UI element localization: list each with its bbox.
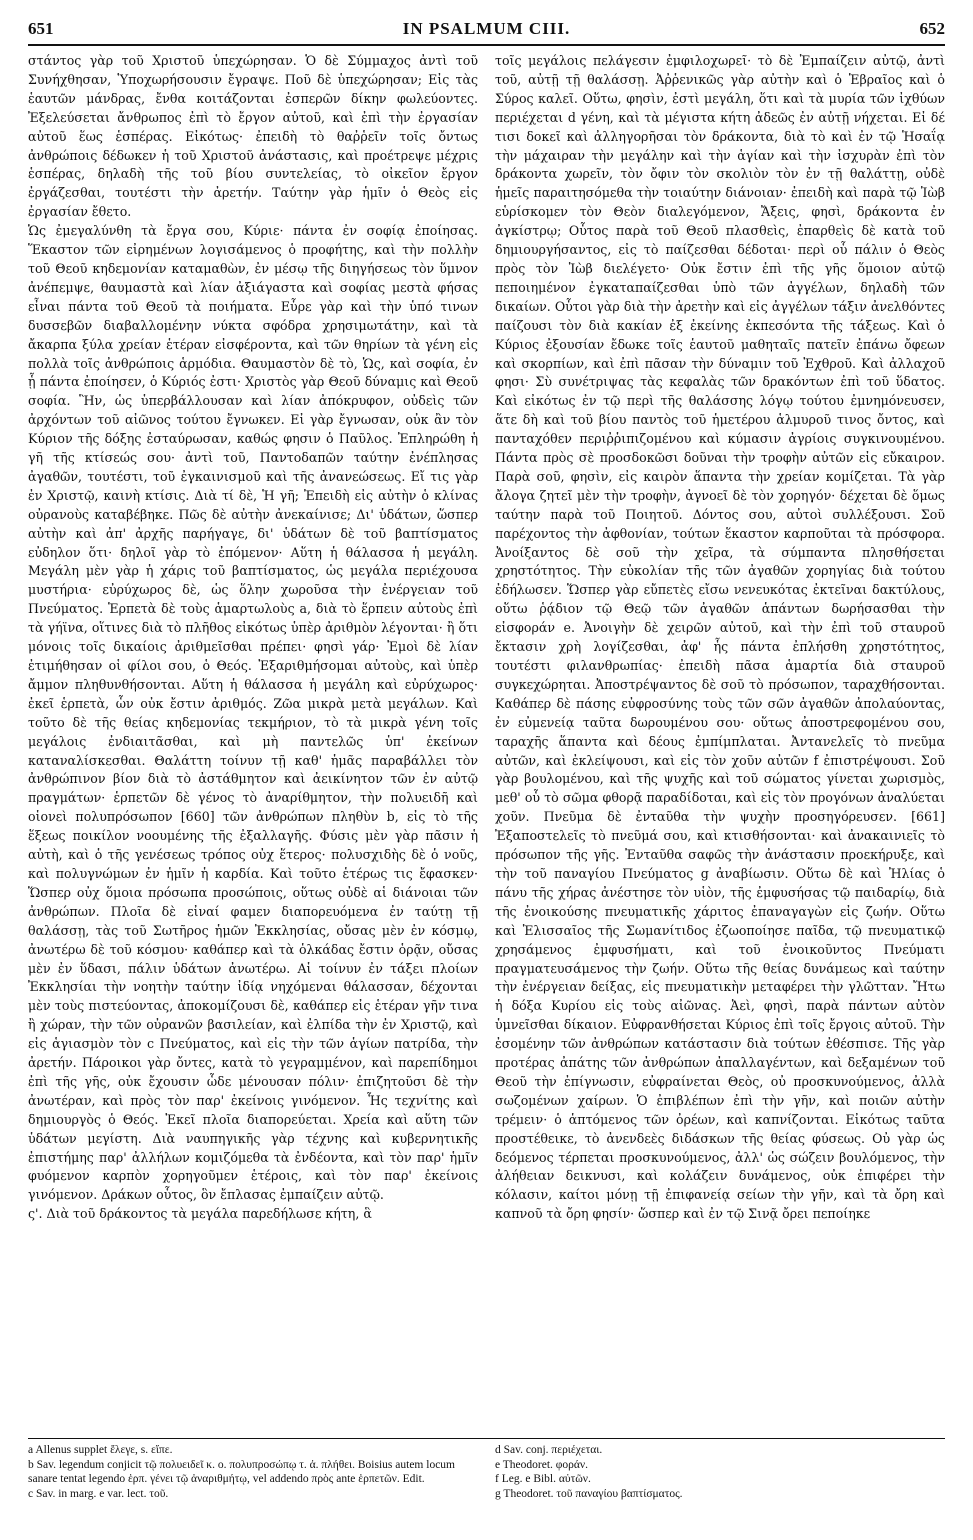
text-columns — [28, 52, 945, 1432]
footnotes-right — [495, 1443, 945, 1533]
footnote-d: d Sav. conj. περιέχεται. — [495, 1444, 603, 1456]
left-paragraph-2: Ὡς ἐμεγαλύνθη τὰ ἔργα σου, Κύριε· πάντα ἐν σοφίᾳ ἐποίησας. Ἕκαστον τῶν εἰρημένων λογισάμενος ὁ προφήτης, καὶ τὴν πολλὴν τοῦ Θεοῦ κηδεμονίαν καταμαθὼν, ἐν μέσῳ τῆς διηγήσεως τὸν ὕμνον ἀνέπεμψε, θαυμαστὰ καὶ λίαν ἀξιάγαστα καὶ σοφίας μεστὰ φήσας εἶναι πάντα τοῦ Θεοῦ τὰ ποιήματα. Εὗρε γὰρ καὶ τὴν ὑπό τινων δυσσεβῶν διαβαλλομένην νύκτα σφόδρα χρησιμωτάτην, καὶ τὰ ἄκαρπα ξύλα χρείαν ἑτέραν εἰσφέροντα, καὶ τῶν θηρίων τὰ γένη εἰς πολλὰ τοῖς ἀνθρώποις ἁρμόδια. Θαυμαστὸν δὲ τὸ, Ὡς, καὶ σοφία, ἐν ᾗ πάντα ἐποίησεν, ὁ Κύριός ἐστι· Χριστὸς γὰρ Θεοῦ δύναμις καὶ Θεοῦ σοφία. Ἣν, ὡς ὑπερβάλλουσαν καὶ λίαν ἀπόκρυφον, οὐδεὶς τῶν ἀρχόντων τοῦ αἰῶνος τούτου ἔγνωκεν. Εἰ γὰρ ἔγνωσαν, οὐκ ἂν τὸν Κύριον τῆς δόξης ἐσταύρωσαν, καθώς φησιν ὁ Παῦλος. Ἐπληρώθη ἡ γῆ τῆς κτίσεώς σου· ἀντὶ τοῦ, Παντοδαπῶν ταύτην ἐνέπλησας ἀγαθῶν, τουτέστι, τοῦ ἐγκαινισμοῦ καὶ τῆς ἀνανεώσεως. Εἴ τις γὰρ ἐν Χριστῷ, καινὴ κτίσις. Διὰ τί δὲ, Ἡ γῆ; Ἐπειδὴ εἰς αὐτὴν ὁ κλίνας οὐρανοὺς καταβέβηκε. Πῶς δὲ αὐτὴν ἀνεκαίνισε; Δι' ὑδάτων, ὥσπερ αὐτὴν καὶ ἀπ' ἀρχῆς παρήγαγε, δι' ὑδάτων δὲ τοῦ βαπτίσματος εὐδηλον ὅτι· δηλοῖ γὰρ τὸ ἐπόμενον· Αὕτη ἡ θάλασσα ἡ μεγάλη. Μεγάλη μὲν γὰρ ἡ χάρις τοῦ βαπτίσματος, ὡς μεγάλα περιέχουσα μυστήρια· εὐρύχωρος δὲ, ὡς ὅλην χωροῦσα τὴν ἐνέργειαν τοῦ Πνεύματος. Ἑρπετὰ δὲ τοὺς ἁμαρτωλοὺς a, διὰ τὸ ἕρπειν αὐτοὺς ἐπὶ τὰ γήϊνα, οἵτινες διὰ τὸ πλῆθος εἰκότως ὑπὲρ ἀριθμὸν λέγονται· ἢ ὅτι μόνοις τοῖς δικαίοις ἀριθμεῖσθαι πρέπει· φησὶ γάρ· Ἐμοὶ δὲ λίαν ἐτιμήθησαν οἱ φίλοι σου, ὁ Θεός. Ἐξαριθμήσομαι αὐτοὺς, καὶ ὑπὲρ ἄμμον πληθυνθήσονται. Αὕτη ἡ θάλασσα ἡ μεγάλη καὶ εὐρύχωρος· ἐκεῖ ἑρπετὰ, ὧν οὐκ ἔστιν ἀριθμός. Ζῶα μικρὰ μετὰ μεγάλων. Καὶ τοῦτο δὲ τῆς θείας κηδεμονίας τεκμήριον, τὸ τὰ μικρὰ γένη τοῖς μεγάλοις ἐνδιαιτᾶσθαι, καὶ μὴ παντελῶς ὑπ' ἐκείνων καταναλίσκεσθαι. Θαλάττη τοίνυν τῇ καθ' ἡμᾶς παραβάλλει τὸν ἀνθρώπινον βίον διὰ τὸ ἀστάθμητον καὶ ἀεικίνητον τῶν ἐν αὐτῷ πραγμάτων· ἑρπετῶν δὲ γένος τὸ ἀναρίθμητον, τὴν πολυειδῆ καὶ οἱονεὶ πολυπρόσωπον [660] τῶν ἀνθρώπων πληθὺν b, εἰς τὸ τῆς ἕξεως ποικίλον νοουμένης τῆς ἐξαλλαγῆς. Φύσις μὲν γὰρ πᾶσιν ἡ αὐτὴ, καὶ ὁ τῆς γενέσεως τρόπος οὐχ ἕτερος· πολυσχιδὴς δὲ ὁ νοῦς, καὶ πολυγνώμων ἐν ἡμῖν ἡ καρδία. Καὶ τοῦτο ἑτέρως τις ἔφασκεν· Ὥσπερ οὐχ ὅμοια πρόσωπα προσώποις, οὕτως οὐδὲ αἱ διάνοιαι τῶν ἀνθρώπων. Πλοῖα δὲ εἰναί φαμεν διαπορευόμενα ἐν ταύτῃ τῇ θαλάσσῃ, τὰς τοῦ Σωτῆρος ἡμῶν Ἐκκλησίας, οὔσας μὲν ἐν κόσμῳ, ἀνωτέρω δὲ τοῦ κόσμου· καθάπερ καὶ τὰ ὁλκάδας ἔστιν ὁρᾷν, οὔσας μὲν ἐν ὕδασι, πάλιν ὑδάτων ἀνωτέρω. Αἱ τοίνυν ἐν τάξει πλοίων Ἐκκλησίαι τὴν νοητὴν ταύτην ἰδίᾳ νηχόμεναι θάλασσαν, δέχονται μὲν τοὺς πιστεύοντας, ἀποκομίζουσι δὲ, καθάπερ εἰς ἑτέραν γῆν τινα ἢ χώραν, τὴν τῶν οὐρανῶν βασιλείαν, καὶ ἐλπίδα τὴν ἐν Χριστῷ, καὶ εἰς ἁγιασμὸν τὸν c Πνεύματος, καὶ εἰς τὴν τῶν ἁγίων πατρίδα, τὴν ἀρετήν. Πάροικοι γὰρ ὄντες, κατὰ τὸ γεγραμμένον, καὶ παρεπίδημοι ἐπὶ τῆς γῆς, οὐκ ἔχουσιν ὧδε μένουσαν πόλιν· ἐπιζητοῦσι δὲ τὴν ἀνωτέραν, καὶ πρὸς τὸν παρ' ἐκείνοις γινόμενον. Ἧς τεχνίτης καὶ δημιουργὸς ὁ Θεός. Ἐκεῖ πλοῖα διαπορεύεται. Χρεία καὶ αὕτη τῶν ὑδάτων μεγίστη. Διὰ ναυπηγικῆς γὰρ τέχνης καὶ κυβερνητικῆς ἐπιστήμης παρ' ἀλλήλων κομιζόμεθα τὰ ἐνδέοντα, καὶ τὸν παρ' ἡμῖν φυόμενον καρπὸν χορηγοῦμεν ἑτέροις, καὶ τὸν παρ' ἐκείνοις γινόμενον. Δράκων οὗτος, ὃν ἔπλασας ἐμπαίζειν αὐτῷ. — [28, 223, 478, 1203]
footnote-b: b Sav. legendum conjicit τῷ πολυειδεῖ κ. ο. πολυπροσώπῳ τ. ἀ. πλήθει. Boisius autem locum sanare tentat legendo ἑρπ. γένει τῷ ἀναριθμήτῳ, vel addendo πρὸς ante ἑρπετῶν. Edit. — [28, 1458, 455, 1485]
footnotes-left — [28, 1443, 478, 1533]
footnote-c: c Sav. in marg. e var. lect. τοῦ. — [28, 1487, 169, 1500]
left-paragraph-3: ς'. Διὰ τοῦ δράκοντος τὰ μεγάλα παρεδήλωσε κήτη, ἃ — [28, 1206, 372, 1222]
footnote-f: f Leg. e Bibl. αὐτῶν. — [495, 1473, 591, 1485]
right-column — [495, 52, 945, 1432]
page-number-right: 652 — [919, 19, 945, 38]
page-header — [28, 14, 945, 46]
right-paragraph-1: τοῖς μεγάλοις πελάγεσιν ἐμφιλοχωρεῖ· τὸ δὲ Ἐμπαίζειν αὐτῷ, ἀντὶ τοῦ, αὐτῇ τῇ θαλάσσῃ. Ἀῤῥενικῶς γὰρ αὐτὴν καὶ ὁ Ἑβραῖος καὶ ὁ Σύρος καλεῖ. Οὕτω, φησὶν, ἐστὶ μεγάλη, ὅτι καὶ τὰ μυρία τῶν ἰχθύων περιέχεται d γένη, καὶ τὰ μέγιστα κήτη ἀδεῶς ἐν αὐτῇ νήχεται. Εἰ δέ τισι δοκεῖ καὶ ἀλληγορῆσαι τὸν δράκοντα, διὰ τὸ καὶ ἐν τῷ Ἡσαΐᾳ τὴν μάχαιραν τὴν μεγάλην καὶ τὴν ἁγίαν καὶ τὴν ἰσχυρὰν ἐπὶ τὸν δράκοντα χωρεῖν, τὸν ὄφιν τὸν σκολιὸν τὸν ἐν τῇ θαλάττῃ, οὐδὲ ἡμεῖς παραιτησόμεθα τὴν τοιαύτην διάνοιαν· ἐπειδὴ καὶ παρὰ τῷ Ἰὼβ εὑρίσκομεν τὸν Θεὸν διαλεγόμενον, Ἄξεις, φησὶ, δράκοντα ἐν ἀγκίστρῳ; Οὗτος παρὰ τοῦ Θεοῦ πλασθεὶς, ἐπαρθεὶς δὲ κατὰ τοῦ δημιουργήσαντος, εἰς τὸ παίζεσθαι δέδοται· περὶ οὗ πάλιν ὁ Θεὸς πρὸς τὸν Ἰὼβ διελέγετο· Οὐκ ἔστιν ἐπὶ τῆς γῆς ὅμοιον αὐτῷ πεποιημένον ἐγκαταπαίζεσθαι ὑπὸ τῶν ἀγγέλων, δηλαδὴ τῶν δικαίων. Οὗτοι γὰρ διὰ τὴν ἀρετὴν καὶ εἰς ἀγγέλων τάξιν ἀνελθόντες παίζουσι τὸν διὰ κακίαν ἐξ ἐκείνης ἐκπεσόντα τῆς τάξεως. Καὶ ὁ Κύριος ἐξουσίαν ἔδωκε τοῖς ἑαυτοῦ μαθηταῖς πατεῖν ἐπάνω ὄφεων καὶ σκορπίων, καὶ ἐπὶ πᾶσαν τὴν δύναμιν τοῦ Ἐχθροῦ. Καὶ ἀλλαχοῦ φησι· Σὺ συνέτριψας τὰς κεφαλὰς τῶν δρακόντων ἐπὶ τοῦ ὕδατος. Καὶ εἰκότως ἐν τῷ περὶ τῆς θαλάσσης λόγῳ τούτου ἐμνημόνευσεν, ἅτε δὴ καὶ τοῦ βίου παντὸς τοῦ ἡμετέρου ἁλμυροῦ τινος ὄντος, καὶ πανταχόθεν περιῤῥιπιζομένου καὶ κύμασιν ἀγρίοις συγκινουμένου. Πάντα πρὸς σὲ προσδοκῶσι δοῦναι τὴν τροφὴν αὐτῶν εἰς εὔκαιρον. Παρὰ σοῦ, φησὶν, εἰς καιρὸν ἅπαντα τὴν χρείαν κομίζεται. Τὰ γὰρ ἄλογα ζητεῖ μὲν τὴν τροφὴν, ἀγνοεῖ δὲ τὸν χορηγόν· δέχεται δὲ ὅμως ταύτην παρὰ τοῦ Ποιητοῦ. Δόντος σου, αὐτοὶ συλλέξουσι. Σοῦ παρέχοντος τὴν ἀφθονίαν, τούτων ἕκαστον καρποῦται τὰ πρόσφορα. Ἀνοίξαντος δὲ σοῦ τὴν χεῖρα, τὰ σύμπαντα πλησθήσεται χρηστότητος. Τὴν εὐκολίαν τῆς τῶν ἀγαθῶν χορηγίας διὰ τούτου ἐδήλωσεν. Ὥσπερ γὰρ εὔπετὲς εἴσω νενευκότας ἐκτεῖναι δακτύλους, οὕτω ῥᾴδιον τῷ Θεῷ τῶν ἀγαθῶν ἁπάντων δωρήσασθαι τὴν εἰσφοράν e. Ἀνοιγὴν δὲ χειρῶν αὐτοῦ, καὶ τὴν ἐπὶ τοῦ σταυροῦ ἔκτασιν χρὴ λογίζεσθαι, ἀφ' ἧς πάντα ἐπλήσθη χρηστότητος, τουτέστι φιλανθρωπίας· ἐπειδὴ πᾶσα ἁμαρτία διὰ σταυροῦ συγκεχώρηται. Ἀποστρέψαντος δὲ σοῦ τὸ πρόσωπον, ταραχθήσονται. Καθάπερ δὲ πάσης εὐφροσύνης τοὺς τῶν σῶν ἀγαθῶν ἀπολαύοντας, ἐν εὐμενείᾳ ταῦτα δωρουμένου σου· οὕτως ἀποστρεφομένου σου, ταραχῆς ἅπαντα καὶ δέους ἐμπίμπλαται. Ἀντανελεῖς τὸ πνεῦμα αὐτῶν, καὶ ἐκλείψουσι, καὶ εἰς τὸν χοῦν αὐτῶν f ἐπιστρέψουσι. Σοῦ γὰρ βουλομένου, καὶ τῆς ψυχῆς καὶ τοῦ σώματος γίνεται χωρισμὸς, μεθ' οὗ τὸ σῶμα φθορᾷ παραδίδοται, καὶ εἰς τὸν προγόνων ἀναλύεται χοῦν. Πνεῦμα δὲ ἐνταῦθα τὴν ψυχὴν προσηγόρευσεν. [661] Ἐξαποστελεῖς τὸ πνεῦμά σου, καὶ κτισθήσονται· καὶ ἀνακαινιεῖς τὸ πρόσωπον τῆς γῆς. Ἐνταῦθα σαφῶς τὴν ἀνάστασιν προεκήρυξε, καὶ τὴν τοῦ παναγίου Πνεύματος g ἀναβίωσιν. Οὕτω δὲ καὶ Ἠλίας ὁ πάνυ τῆς χήρας ἀνέστησε τὸν υἱὸν, τῆς ἐμφυσήσας τῷ παιδαρίῳ, διὰ τῆς ἐνοικούσης πνευματικῆς χάριτος ἐπαναγαγὼν εἰς ζωήν. Οὕτω καὶ Ἐλισσαῖος τῆς Σωμανίτιδος ἐζωοποίησε παῖδα, τῷ πνευματικῷ χρησάμενος ἐμφυσήματι, καὶ τοῦ ἐνοικοῦντος Πνεύματι πραγματευσάμενος τὴν ζωήν. Οὕτω τῆς θείας δυνάμεως καὶ ταύτην τὴν ἐνέργειαν δείξας, εἰς πνευματικὴν μεταφέρει τὴν γλῶτταν. Ἤτω ἡ δόξα Κυρίου εἰς τοὺς αἰῶνας. Ἀεὶ, φησὶ, παρὰ πάντων αὐτὸν ὑμνεῖσθαι δίκαιον. Εὐφρανθήσεται Κύριος ἐπὶ τοῖς ἔργοις αὐτοῦ. Τὴν ἐσομένην τῶν ἀνθρώπων κατάστασιν διὰ τούτων ἐθέσπισε. Τῆς γὰρ προτέρας ἀπάτης τῶν ἀνθρώπων ἀπαλλαγέντων, καὶ δεξαμένων τοῦ Θεοῦ τὴν ἐπίγνωσιν, εὐφραίνεται Θεὸς, οὐ προσκυνούμενος, ἀλλὰ σωζομένων χαίρων. Ὁ ἐπιβλέπων ἐπὶ τὴν γῆν, καὶ ποιῶν αὐτὴν τρέμειν· ὁ ἁπτόμενος τῶν ὀρέων, καὶ καπνίζονται. Εἰκότως ταῦτα προστέθεικε, τὸ ἀνενδεὲς διδάσκων τῆς θείας φύσεως. Οὐ γὰρ ὡς δεόμενος τέρπεται προσκυνούμενος, ἀλλ' ὡς σώζειν βουλόμενος, τὴν ἀλήθειαν δεικνυσι, καὶ κολάζειν δυνάμενος, οὐκ ἐπιφέρει τὴν κόλασιν, καίτοι μόνῃ τῇ ἐπιφανείᾳ σείων τὴν γῆν, καὶ τὰ ὄρη καὶ καπνοῦ τὰ ὄρη φησίν· ὥσπερ καὶ ἐν τῷ Σινᾷ ὄρει πεποίηκε — [495, 53, 945, 1222]
left-paragraph-1: στάντος γὰρ τοῦ Χριστοῦ ὑπεχώρησαν. Ὁ δὲ Σύμμαχος ἀντὶ τοῦ Συνήχθησαν, Ὑποχωρήσουσιν ἔγραψε. Ποῦ δὲ ὑπεχώρησαν; Εἰς τὰς ἑαυτῶν μάνδρας, ἔνθα κοιτάζονται ἐσπερῶν δίκην φωλεύοντες. Ἐξελεύσεται ἄνθρωπος ἐπὶ τὸ ἔργον αὐτοῦ, καὶ ἐπὶ τὴν ἐργασίαν αὐτοῦ ἕως ἑσπέρας. Εἰκότως· ἐπειδὴ τὸ θαῤῥεῖν τοῖς ὄντως ἀνθρώποις δέδωκεν ἡ τοῦ Χριστοῦ ἀνάστασις, καὶ προέτρεψε μέχρις ἑσπέρας, δηλαδὴ τῆς τοῦ βίου συντελείας, τὸ οἰκεῖον ἔργον ἐργάζεσθαι, τουτέστι τὴν ἀρετήν. Ταύτην γὰρ ἡμῖν ὁ Θεὸς εἰς ἐργασίαν ἔθετο. — [28, 53, 478, 220]
footnote-g: g Theodoret. τοῦ παναγίου βαπτίσματος. — [495, 1487, 683, 1500]
footnote-a: a Allenus supplet ἔλεγε, s. εἴπε. — [28, 1444, 173, 1456]
running-title: IN PSALMUM CIII. — [402, 19, 571, 38]
left-column — [28, 52, 478, 1432]
footnotes — [28, 1438, 945, 1533]
page-number-left: 651 — [28, 19, 54, 38]
footnote-e: e Theodoret. φοράν. — [495, 1458, 589, 1471]
